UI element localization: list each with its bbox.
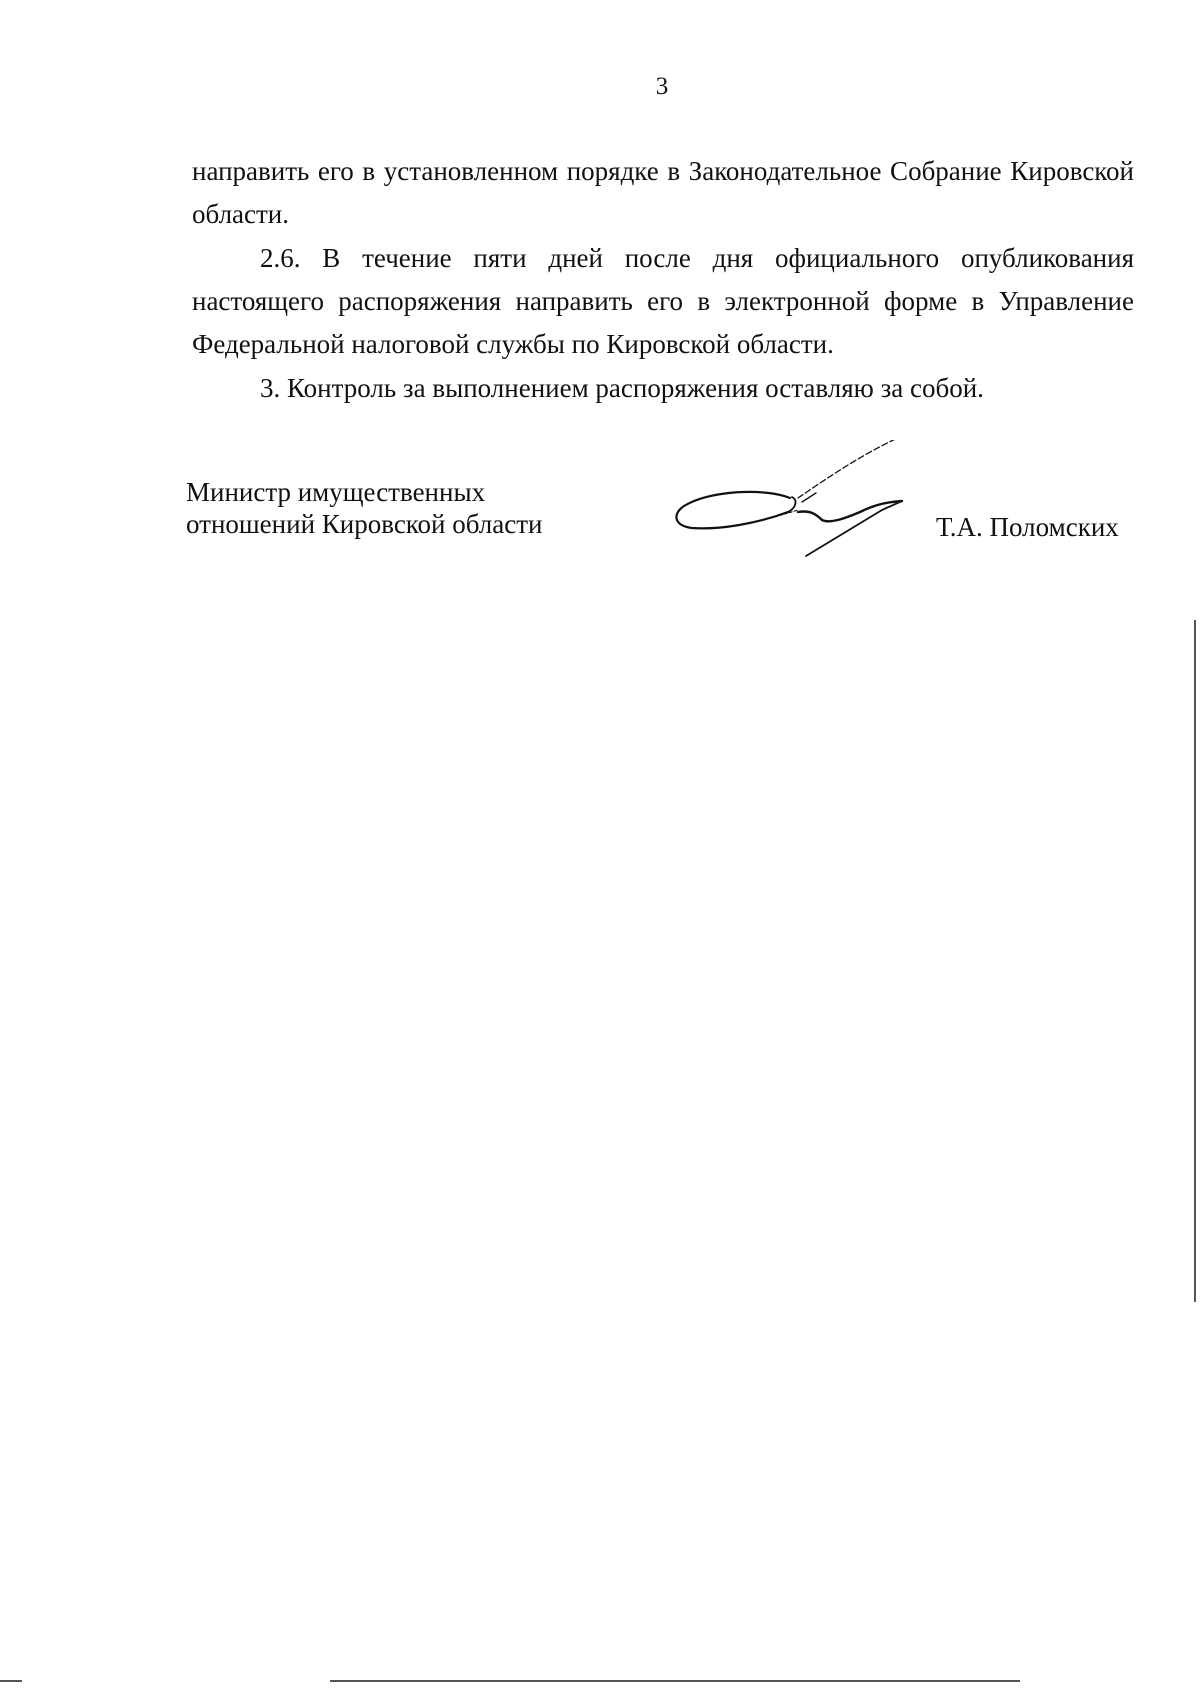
paragraph-item-2-6: 2.6. В течение пяти дней после дня официального опубликования настоящего распоряжения направить его в электронной форме в Управление Федеральной налоговой службы по Кировской области. (192, 243, 1134, 359)
scan-edge-line-bottom (330, 1680, 1020, 1682)
signer-name: Т.А. Поломских (936, 512, 1119, 542)
handwritten-signature (670, 440, 940, 565)
signatory-title-line-1: Министр имущественных (186, 477, 486, 507)
scan-edge-tick-left (0, 1680, 22, 1682)
page-number: 3 (655, 73, 669, 100)
signatory-title (186, 476, 543, 540)
paragraph-continuation: направить его в установленном порядке в Законодательное Собрание Кировской области. (192, 156, 1134, 229)
paragraph-item-3: 3. Контроль за выполнением распоряжения оставляю за собой. (260, 373, 984, 403)
scan-edge-line-right (1194, 620, 1196, 1302)
signatory-title-line-2: отношений Кировской области (186, 509, 543, 539)
